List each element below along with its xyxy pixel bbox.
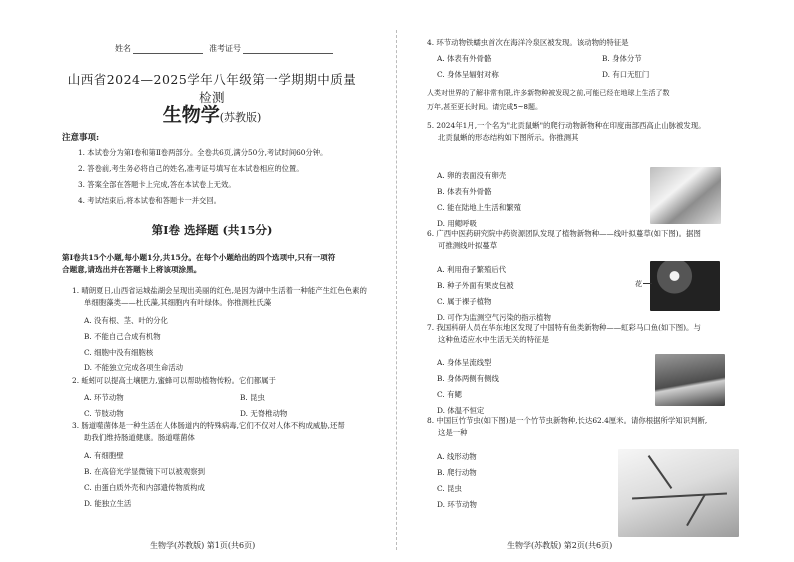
option: A. 卵的表面没有卵壳: [437, 171, 507, 180]
stem-line: 6. 广西中医药研究院中药资源团队发现了植物新物种——线叶拟蔓草(如下图)。据图: [427, 229, 701, 238]
stem-line: 人类对世界的了解非常有限,许多新物种被发现之前,可能已经在地球上生活了数: [427, 89, 670, 97]
option: D. 不能独立完成各项生命活动: [84, 363, 184, 372]
stem-line: 8. 中国巨竹节虫(如下图)是一个竹节虫新物种,长达62.4厘米。请你根据所学知识判断,: [427, 416, 708, 425]
stick-insect-body: [632, 493, 727, 500]
question-stem: [427, 228, 777, 252]
stick-insect-photo: [618, 449, 739, 537]
page-footer: 生物学(苏教版) 第1页(共6页): [150, 541, 256, 550]
subject-edition: (苏教版): [219, 111, 262, 124]
exam-header: [115, 43, 339, 54]
option: B. 爬行动物: [437, 468, 477, 477]
option: D. 有口无肛门: [602, 70, 650, 79]
option: B. 身体分节: [602, 54, 642, 63]
option: A. 环节动物: [84, 393, 124, 402]
stem-line: 万年,甚至更长时间。请完成5~8题。: [427, 103, 542, 111]
notice-item: 3. 答案全部在答题卡上完成,答在本试卷上无效。: [78, 180, 236, 189]
option: D. 无脊椎动物: [240, 409, 288, 418]
subject-name: 生物学: [162, 104, 220, 126]
intro-line: 第Ⅰ卷共15个小题,每小题1分,共15分。在每个小题给出的四个选项中,只有一项符: [62, 253, 336, 262]
option: C. 身体呈辐射对称: [437, 70, 499, 79]
option: D. 环节动物: [437, 500, 477, 509]
stick-insect-leg: [648, 455, 673, 489]
option: A. 体表有外骨骼: [437, 54, 492, 63]
fish-photo: [655, 354, 725, 406]
id-label: 准考证号: [209, 44, 241, 53]
option: C. 昆虫: [437, 484, 462, 493]
page-footer: 生物学(苏教版) 第2页(共6页): [507, 541, 613, 550]
stem-line: 单细胞藻类——杜氏藻,其细胞内有叶绿体。你推测杜氏藻: [84, 298, 272, 307]
option: B. 种子外面有果皮包被: [437, 281, 514, 290]
stem-line: 可推测线叶拟蔓草: [438, 241, 498, 250]
option: D. 可作为监测空气污染的指示植物: [437, 313, 551, 322]
callout-pointer-line: [643, 283, 652, 284]
option: D. 体温不恒定: [437, 406, 485, 415]
stem-line: 这种鱼适应水中生活无关的特征是: [438, 335, 549, 344]
stem-line: 北贡鼠蜥的形态结构如下图所示。你推测其: [438, 133, 579, 142]
section-title: 第Ⅰ卷 选择题 (共15分): [151, 223, 273, 237]
option: A. 有细胞壁: [84, 451, 124, 460]
option: B. 身体两侧有侧线: [437, 374, 499, 383]
stem-line: 3. 肠道噬菌体是一种生活在人体肠道内的特殊病毒,它们不仅对人体不构成威胁,还帮: [72, 421, 345, 430]
question-stem: [427, 322, 777, 346]
question-stem: [72, 375, 392, 387]
question-stem: [427, 37, 777, 49]
stick-insect-leg: [686, 494, 706, 526]
passage: [427, 86, 777, 114]
flower-callout-label: 花: [635, 280, 642, 288]
option: C. 细胞中没有细胞核: [84, 348, 154, 357]
name-label: 姓名: [115, 44, 131, 53]
name-field-line: [133, 45, 203, 54]
question-stem: [72, 285, 392, 309]
option: C. 节肢动物: [84, 409, 124, 418]
option: A. 没有根、茎、叶的分化: [84, 316, 168, 325]
question-stem: [72, 420, 392, 444]
option: B. 体表有外骨骼: [437, 187, 492, 196]
stem-line: 5. 2024年1月,一个名为"北贡鼠蜥"的爬行动物新物种在印度南部西高止山脉被发现。: [427, 121, 706, 130]
question-stem: [427, 415, 777, 439]
option: C. 有鳃: [437, 390, 462, 399]
section-intro: [62, 252, 382, 276]
id-field-line: [243, 45, 333, 54]
exam-title: 山西省2024—2025学年八年级第一学期期中质量检测: [67, 72, 357, 105]
stem-line: 1. 晴朗夏日,山西省运城盐湖会呈现出美丽的红色,是因为湖中生活着一种能产生红色色素的: [72, 286, 367, 295]
stem-line: 4. 环节动物铁蠕虫首次在海洋冷泉区被发现。该动物的特征是: [427, 38, 629, 47]
option: C. 能在陆地上生活和繁殖: [437, 203, 521, 212]
option: B. 在高倍光学显微镜下可以被观察到: [84, 467, 205, 476]
option: D. 用鳃呼吸: [437, 219, 477, 228]
option: A. 线形动物: [437, 452, 477, 461]
option: A. 身体呈流线型: [437, 358, 492, 367]
notice-item: 2. 答卷前,考生务必将自己的姓名,准考证号填写在本试卷相应的位置。: [78, 164, 304, 173]
stem-line: 7. 我国科研人员在华东地区发现了中国特有鱼类新物种——虹彩马口鱼(如下图)。与: [427, 323, 701, 332]
stem-line: 这是一种: [438, 428, 468, 437]
notice-item: 1. 本试卷分为第Ⅰ卷和第Ⅱ卷两部分。全卷共6页,满分50分,考试时间60分钟。: [78, 148, 328, 157]
plant-flower-photo: [650, 261, 720, 311]
stem-line: 助我们维持肠道健康。肠道噬菌体: [84, 433, 195, 442]
lizard-photo: [650, 167, 721, 224]
option: D. 能独立生活: [84, 499, 132, 508]
subject-title: [62, 100, 362, 127]
option: B. 昆虫: [240, 393, 265, 402]
stem-line: 2. 蚯蚓可以提高土壤肥力,蜜蜂可以帮助植物传粉。它们都属于: [72, 376, 276, 385]
option: C. 属于裸子植物: [437, 297, 492, 306]
intro-line: 合题意,请选出并在答题卡上将该项涂黑。: [62, 265, 202, 274]
option: C. 由蛋白质外壳和内部遗传物质构成: [84, 483, 205, 492]
notice-heading: 注意事项:: [62, 133, 100, 143]
option: B. 不能自己合成有机物: [84, 332, 161, 341]
question-stem: [427, 120, 777, 144]
notice-item: 4. 考试结束后,将本试卷和答题卡一并交回。: [78, 196, 221, 205]
option: A. 利用孢子繁殖后代: [437, 265, 507, 274]
